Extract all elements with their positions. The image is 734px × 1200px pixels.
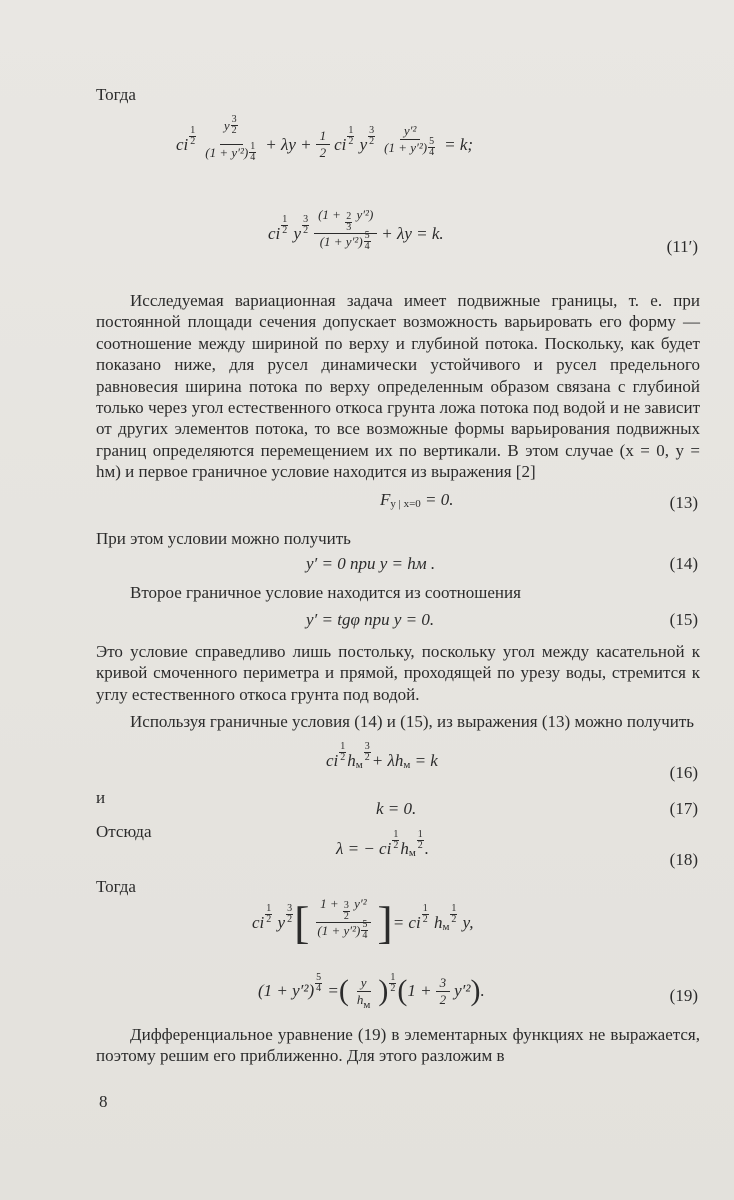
equation-number-18: (18) xyxy=(669,850,698,869)
paragraph-differential: Дифференциальное уравнение (19) в элементарных функциях не выражается, поэтому решим его приближенно. Для этого разложим в xyxy=(96,1025,700,1066)
equation-number-13: (13) xyxy=(669,493,698,512)
equation-bracket: ci 1 2 y 3 2 [ 1 + $\frac{3}{2}$ y′² (1 + y′²) $\frac{5}{4}$ ] = ci 1 2 h м 1 2 y, xyxy=(252,896,474,948)
togda-label-1: Тогда xyxy=(96,85,136,104)
equation-18: λ = − ci 1 2 h м 1 2 . xyxy=(336,829,430,859)
equation-15: y′ = tgφ при y = 0. xyxy=(306,610,435,629)
paragraph-second-condition: Второе граничное условие находится из соотношения xyxy=(130,583,521,602)
equation-16: ci 1 2 h м 3 2 + λh м = k xyxy=(326,741,438,771)
equation-11p: ci 1 2 y 3 2 (1 + $\frac{2}{3}$ y′²) (1 + y′²) $\frac{5}{4}$ + λy = k. xyxy=(268,207,444,252)
paragraph-justification: Это условие справедливо лишь постольку, поскольку угол между касательной к кривой смоченного периметра и прямой, проходящей по урезу воды, стремится к углу естественного откоса грунта под водой. xyxy=(96,642,700,704)
paragraph-condition: При этом условии можно получить xyxy=(96,529,351,548)
equation-number-11p: (11′) xyxy=(666,237,698,256)
equation-number-14: (14) xyxy=(669,554,698,573)
page-number: 8 xyxy=(99,1092,108,1111)
paragraph-variational: Исследуемая вариационная задача имеет подвижные границы, т. е. при постоянной площади сечения допускает возможность варьировать его форму — соотношение между шириной по верху и глубиной потока. Поскольку, как будет показано ниже, для русел динамически устойчивого и русел предельного равновесия ширина потока по верху определенным образом связана с глубиной только через угол естественного откоса грунта ложа потока под водой и не зависит от других элементов потока, то все возможные формы варьирования подвижных границ определяются перемещением их по вертикали. В этом случае (x = 0, y = hм) и первое граничное условие находится из выражения [2] xyxy=(96,291,700,482)
togda-label-2: Тогда xyxy=(96,877,136,896)
equation-19: (1 + y′²) $\frac{5}{4}$ = ( $\frac{y}{h_м}$ ) 1 2 ( 1 + $\frac{3}{2}$ y′² ) . xyxy=(258,971,485,1011)
equation-13: F y | x=0 = 0. xyxy=(380,490,454,510)
equation-number-19: (19) xyxy=(669,986,698,1005)
i-label: и xyxy=(96,788,106,807)
equation-17: k = 0. xyxy=(376,799,417,818)
otsyuda-label: Отсюда xyxy=(96,822,152,841)
equation-14: y′ = 0 при y = hм . xyxy=(306,554,436,573)
paragraph-using-conditions: Используя граничные условия (14) и (15), из выражения (13) можно получить xyxy=(130,712,695,731)
equation-number-17: (17) xyxy=(669,799,698,818)
equation-number-15: (15) xyxy=(669,610,698,629)
equation-number-16: (16) xyxy=(669,763,698,782)
equation-first: ci 1 2 y $\frac{3}{2}$ (1 + y′²) $\frac{1}{4}$ + λy + $\frac{1}{2}$ ci 1 2 y 3 2 y′² (1 + y′²) $\frac{5}{4}$ = k; xyxy=(176,114,474,163)
